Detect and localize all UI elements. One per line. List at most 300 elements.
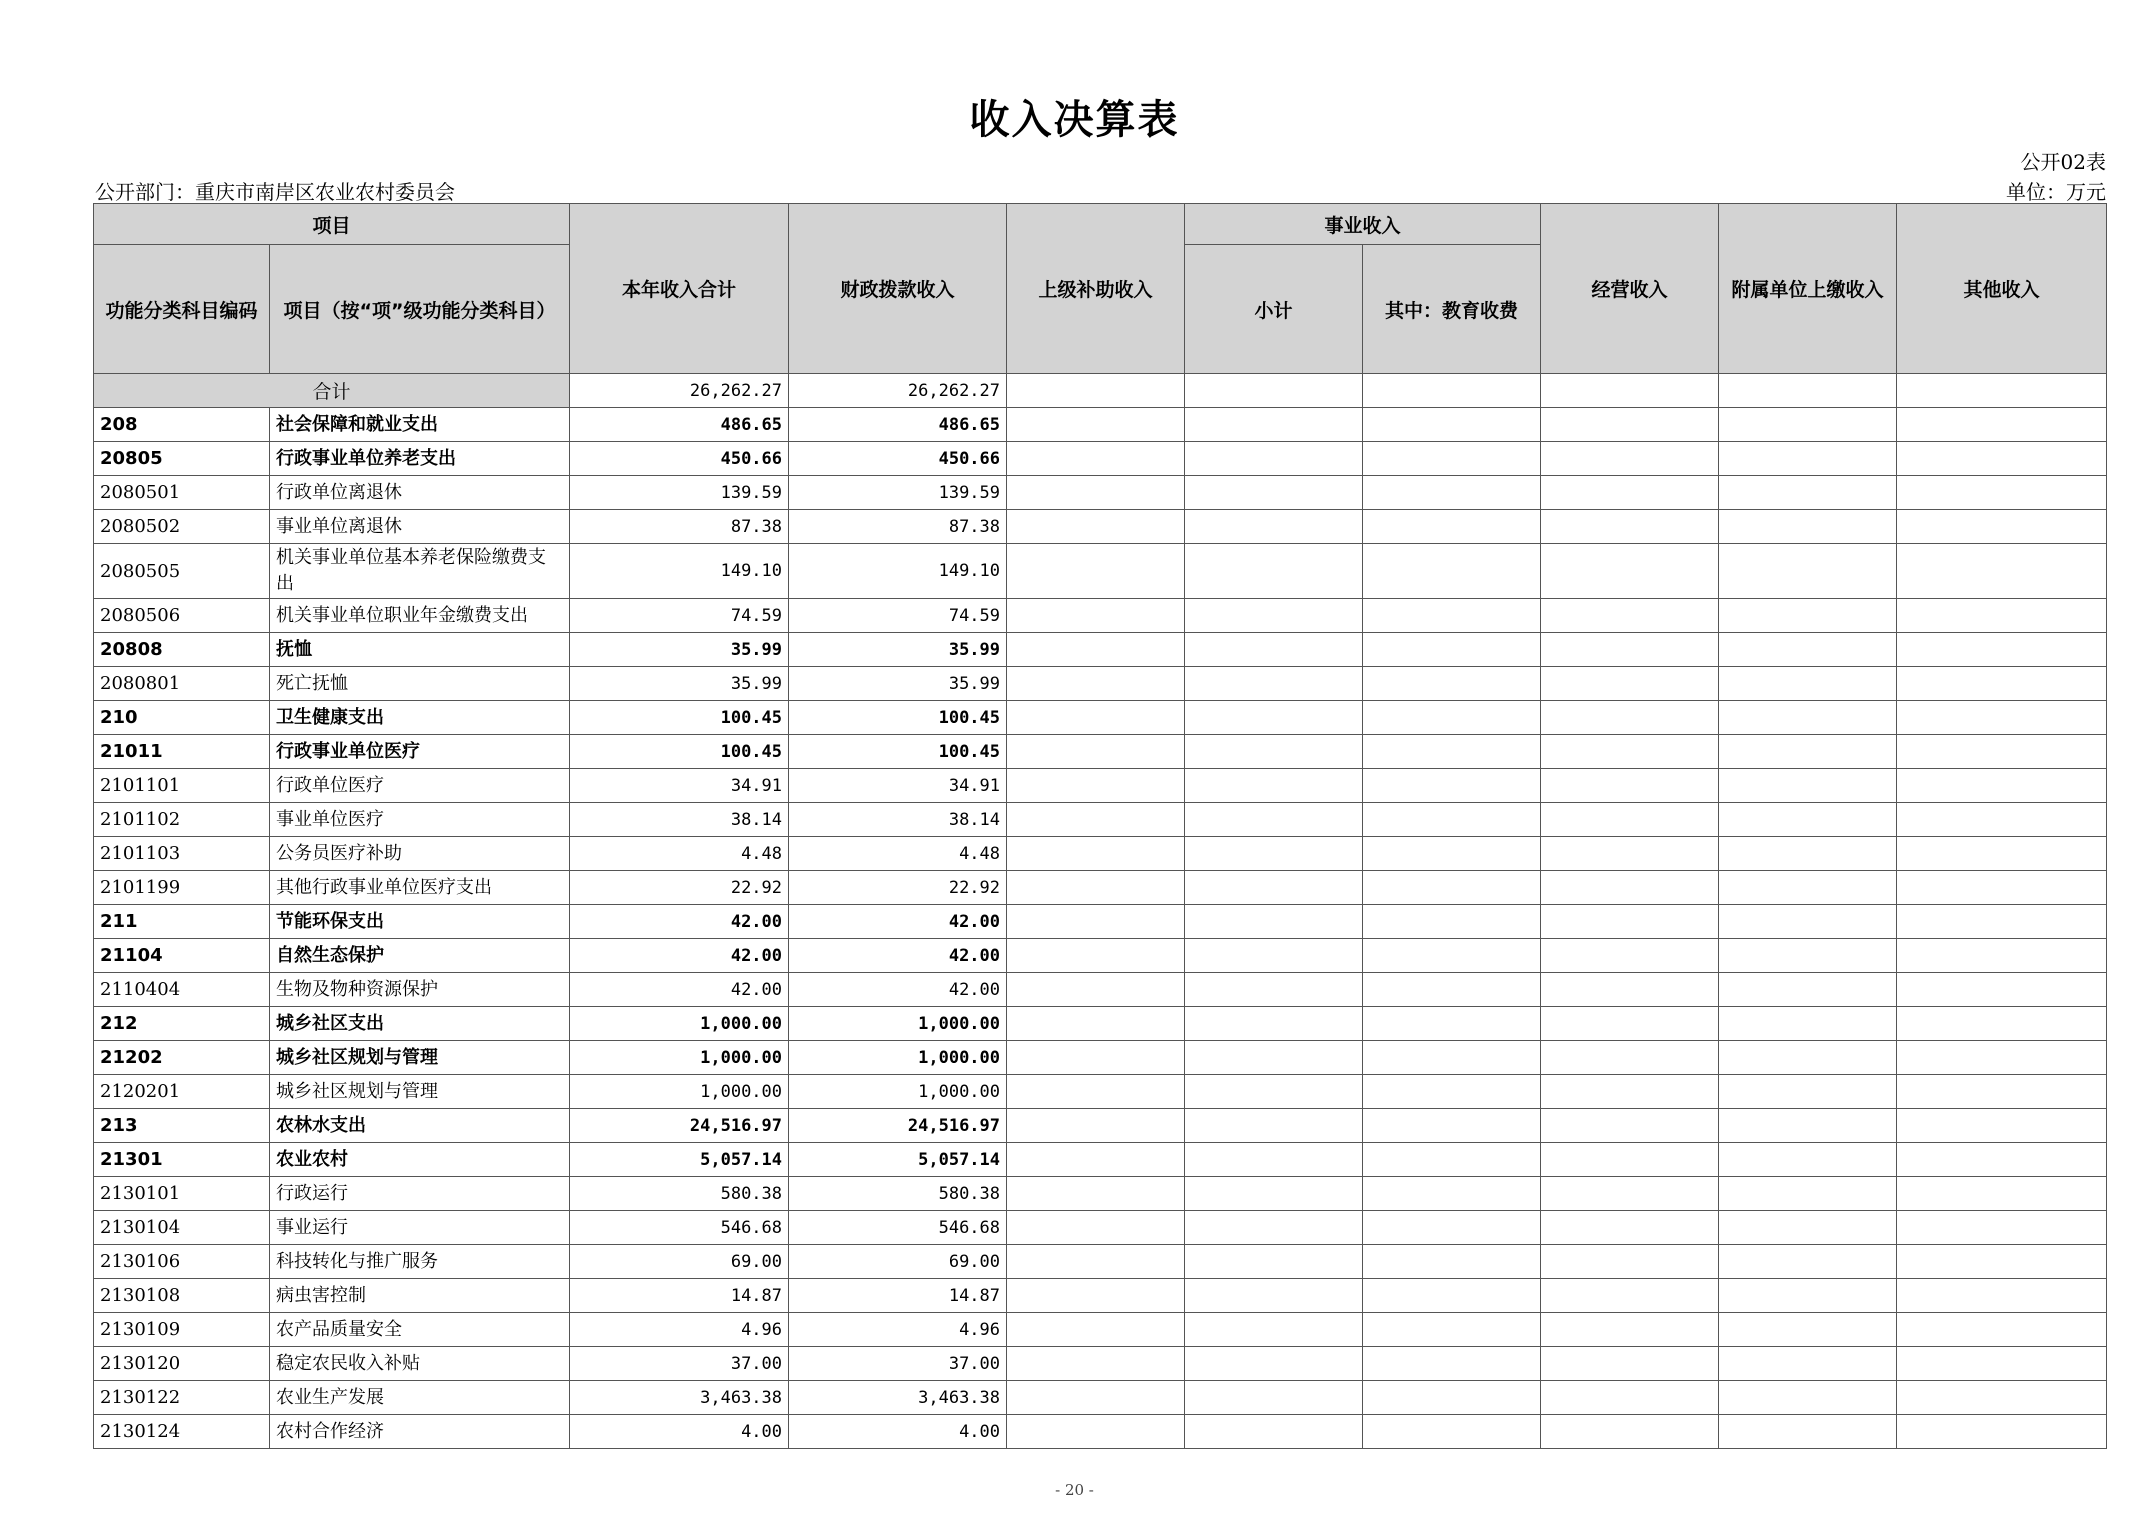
empty-cell	[1363, 1245, 1541, 1279]
row-fiscal: 100.45	[789, 735, 1007, 769]
empty-cell	[1719, 939, 1897, 973]
row-code: 2130120	[94, 1347, 270, 1381]
row-total-income: 486.65	[570, 408, 789, 442]
row-name: 死亡抚恤	[270, 667, 570, 701]
empty-cell	[1719, 1177, 1897, 1211]
empty-cell	[1363, 1347, 1541, 1381]
row-name: 行政事业单位医疗	[270, 735, 570, 769]
empty-cell	[1185, 1177, 1363, 1211]
row-fiscal: 450.66	[789, 442, 1007, 476]
empty-cell	[1897, 905, 2107, 939]
empty-cell	[1897, 442, 2107, 476]
empty-cell	[1007, 1381, 1185, 1415]
empty-cell	[1541, 1313, 1719, 1347]
empty-cell	[1007, 837, 1185, 871]
empty-cell	[1363, 1415, 1541, 1449]
empty-cell	[1363, 803, 1541, 837]
table-row	[94, 1143, 2107, 1177]
row-fiscal: 42.00	[789, 939, 1007, 973]
empty-cell	[1185, 544, 1363, 599]
empty-cell	[1897, 476, 2107, 510]
table-row	[94, 1007, 2107, 1041]
row-fiscal: 22.92	[789, 871, 1007, 905]
empty-cell	[1007, 803, 1185, 837]
empty-cell	[1719, 1313, 1897, 1347]
empty-cell	[1541, 701, 1719, 735]
row-name: 城乡社区规划与管理	[270, 1075, 570, 1109]
row-total-income: 1,000.00	[570, 1075, 789, 1109]
table-row	[94, 1313, 2107, 1347]
empty-cell	[1897, 633, 2107, 667]
header-operating: 经营收入	[1541, 204, 1719, 374]
empty-cell	[1007, 1415, 1185, 1449]
empty-cell	[1185, 667, 1363, 701]
empty-cell	[1363, 1041, 1541, 1075]
empty-cell	[1007, 633, 1185, 667]
empty-cell	[1897, 1211, 2107, 1245]
row-total-income: 450.66	[570, 442, 789, 476]
table-row	[94, 701, 2107, 735]
empty-cell	[1541, 1415, 1719, 1449]
empty-cell	[1541, 871, 1719, 905]
total-income-value: 26,262.27	[570, 374, 789, 408]
empty-cell	[1541, 442, 1719, 476]
empty-cell	[1363, 1279, 1541, 1313]
row-name: 城乡社区支出	[270, 1007, 570, 1041]
row-name: 事业单位离退休	[270, 510, 570, 544]
table-row	[94, 1279, 2107, 1313]
empty-cell	[1719, 1381, 1897, 1415]
empty-cell	[1897, 667, 2107, 701]
empty-cell	[1363, 939, 1541, 973]
row-code: 210	[94, 701, 270, 735]
empty-cell	[1719, 1007, 1897, 1041]
row-code: 2101199	[94, 871, 270, 905]
header-superior-subsidy: 上级补助收入	[1007, 204, 1185, 374]
empty-cell	[1897, 544, 2107, 599]
empty-cell	[1007, 1245, 1185, 1279]
table-row	[94, 1075, 2107, 1109]
empty-cell	[1363, 442, 1541, 476]
row-name: 行政单位医疗	[270, 769, 570, 803]
empty-cell	[1185, 837, 1363, 871]
table-row	[94, 667, 2107, 701]
empty-cell	[1185, 871, 1363, 905]
empty-cell	[1719, 871, 1897, 905]
row-name: 行政事业单位养老支出	[270, 442, 570, 476]
empty-cell	[1719, 701, 1897, 735]
empty-cell	[1897, 1041, 2107, 1075]
empty-cell	[1363, 510, 1541, 544]
table-row	[94, 1347, 2107, 1381]
table-row	[94, 871, 2107, 905]
row-total-income: 74.59	[570, 599, 789, 633]
empty-cell	[1363, 1143, 1541, 1177]
empty-cell	[1007, 667, 1185, 701]
header-education-fee: 其中：教育收费	[1363, 245, 1541, 374]
empty-cell	[1007, 374, 1185, 408]
empty-cell	[1007, 1041, 1185, 1075]
row-fiscal: 139.59	[789, 476, 1007, 510]
empty-cell	[1185, 973, 1363, 1007]
empty-cell	[1897, 1177, 2107, 1211]
row-fiscal: 87.38	[789, 510, 1007, 544]
empty-cell	[1541, 544, 1719, 599]
empty-cell	[1719, 1245, 1897, 1279]
row-fiscal: 4.48	[789, 837, 1007, 871]
empty-cell	[1185, 1211, 1363, 1245]
row-name: 公务员医疗补助	[270, 837, 570, 871]
row-fiscal: 5,057.14	[789, 1143, 1007, 1177]
empty-cell	[1719, 837, 1897, 871]
table-row	[94, 973, 2107, 1007]
empty-cell	[1897, 1143, 2107, 1177]
row-name: 自然生态保护	[270, 939, 570, 973]
empty-cell	[1541, 1347, 1719, 1381]
row-code: 21301	[94, 1143, 270, 1177]
empty-cell	[1719, 633, 1897, 667]
empty-cell	[1363, 735, 1541, 769]
row-code: 2080501	[94, 476, 270, 510]
empty-cell	[1185, 1415, 1363, 1449]
row-code: 2130101	[94, 1177, 270, 1211]
empty-cell	[1007, 905, 1185, 939]
row-total-income: 100.45	[570, 735, 789, 769]
empty-cell	[1363, 633, 1541, 667]
empty-cell	[1185, 1075, 1363, 1109]
row-total-income: 42.00	[570, 973, 789, 1007]
table-row	[94, 1415, 2107, 1449]
empty-cell	[1897, 510, 2107, 544]
empty-cell	[1897, 374, 2107, 408]
empty-cell	[1897, 1381, 2107, 1415]
row-total-income: 24,516.97	[570, 1109, 789, 1143]
row-fiscal: 35.99	[789, 667, 1007, 701]
empty-cell	[1363, 905, 1541, 939]
empty-cell	[1541, 735, 1719, 769]
row-name: 抚恤	[270, 633, 570, 667]
empty-cell	[1897, 837, 2107, 871]
empty-cell	[1541, 374, 1719, 408]
table-row	[94, 476, 2107, 510]
empty-cell	[1541, 1211, 1719, 1245]
empty-cell	[1897, 1347, 2107, 1381]
row-name: 事业运行	[270, 1211, 570, 1245]
row-code: 21011	[94, 735, 270, 769]
empty-cell	[1719, 803, 1897, 837]
row-total-income: 4.00	[570, 1415, 789, 1449]
row-code: 2120201	[94, 1075, 270, 1109]
empty-cell	[1541, 1245, 1719, 1279]
header-total-income: 本年收入合计	[570, 204, 789, 374]
empty-cell	[1007, 510, 1185, 544]
row-fiscal: 4.00	[789, 1415, 1007, 1449]
empty-cell	[1541, 1279, 1719, 1313]
empty-cell	[1719, 769, 1897, 803]
header-code: 功能分类科目编码	[94, 245, 270, 374]
empty-cell	[1363, 599, 1541, 633]
row-name: 农业生产发展	[270, 1381, 570, 1415]
empty-cell	[1363, 1313, 1541, 1347]
table-row	[94, 939, 2107, 973]
total-row	[94, 374, 2107, 408]
empty-cell	[1719, 1041, 1897, 1075]
row-total-income: 42.00	[570, 905, 789, 939]
empty-cell	[1363, 837, 1541, 871]
empty-cell	[1897, 599, 2107, 633]
header-project-group: 项目	[94, 204, 570, 245]
row-name: 机关事业单位职业年金缴费支出	[270, 599, 570, 633]
empty-cell	[1719, 599, 1897, 633]
empty-cell	[1185, 701, 1363, 735]
row-code: 2130124	[94, 1415, 270, 1449]
row-total-income: 1,000.00	[570, 1007, 789, 1041]
row-fiscal: 580.38	[789, 1177, 1007, 1211]
row-fiscal: 35.99	[789, 633, 1007, 667]
empty-cell	[1541, 1143, 1719, 1177]
empty-cell	[1541, 1109, 1719, 1143]
empty-cell	[1185, 408, 1363, 442]
row-code: 2130104	[94, 1211, 270, 1245]
empty-cell	[1719, 1347, 1897, 1381]
empty-cell	[1363, 973, 1541, 1007]
row-name: 农林水支出	[270, 1109, 570, 1143]
empty-cell	[1007, 939, 1185, 973]
row-total-income: 139.59	[570, 476, 789, 510]
empty-cell	[1541, 408, 1719, 442]
empty-cell	[1007, 544, 1185, 599]
empty-cell	[1541, 1041, 1719, 1075]
row-code: 212	[94, 1007, 270, 1041]
table-row	[94, 1211, 2107, 1245]
empty-cell	[1897, 1415, 2107, 1449]
row-name: 生物及物种资源保护	[270, 973, 570, 1007]
table-row	[94, 1109, 2107, 1143]
row-fiscal: 1,000.00	[789, 1041, 1007, 1075]
row-fiscal: 149.10	[789, 544, 1007, 599]
empty-cell	[1185, 476, 1363, 510]
row-code: 2080505	[94, 544, 270, 599]
row-total-income: 69.00	[570, 1245, 789, 1279]
table-row	[94, 1177, 2107, 1211]
empty-cell	[1897, 939, 2107, 973]
row-code: 2101103	[94, 837, 270, 871]
empty-cell	[1541, 667, 1719, 701]
row-code: 211	[94, 905, 270, 939]
empty-cell	[1007, 1143, 1185, 1177]
row-fiscal: 3,463.38	[789, 1381, 1007, 1415]
row-fiscal: 74.59	[789, 599, 1007, 633]
row-total-income: 1,000.00	[570, 1041, 789, 1075]
empty-cell	[1363, 1381, 1541, 1415]
row-total-income: 35.99	[570, 667, 789, 701]
row-code: 2130106	[94, 1245, 270, 1279]
empty-cell	[1185, 374, 1363, 408]
row-name: 病虫害控制	[270, 1279, 570, 1313]
empty-cell	[1185, 1109, 1363, 1143]
row-fiscal: 1,000.00	[789, 1007, 1007, 1041]
empty-cell	[1007, 1177, 1185, 1211]
table-row	[94, 633, 2107, 667]
empty-cell	[1719, 1143, 1897, 1177]
empty-cell	[1897, 871, 2107, 905]
row-total-income: 87.38	[570, 510, 789, 544]
empty-cell	[1897, 973, 2107, 1007]
empty-cell	[1719, 1279, 1897, 1313]
empty-cell	[1541, 633, 1719, 667]
table-row	[94, 544, 2107, 599]
empty-cell	[1541, 510, 1719, 544]
empty-cell	[1185, 599, 1363, 633]
empty-cell	[1363, 871, 1541, 905]
table-row	[94, 599, 2107, 633]
row-total-income: 34.91	[570, 769, 789, 803]
row-code: 2130122	[94, 1381, 270, 1415]
row-fiscal: 42.00	[789, 973, 1007, 1007]
empty-cell	[1897, 408, 2107, 442]
empty-cell	[1541, 1177, 1719, 1211]
row-code: 20808	[94, 633, 270, 667]
empty-cell	[1719, 973, 1897, 1007]
row-total-income: 22.92	[570, 871, 789, 905]
empty-cell	[1897, 701, 2107, 735]
row-total-income: 35.99	[570, 633, 789, 667]
header-subtotal: 小计	[1185, 245, 1363, 374]
row-name: 节能环保支出	[270, 905, 570, 939]
income-settlement-table	[93, 203, 2107, 1449]
page-number: - 20 -	[1055, 1481, 1094, 1499]
form-number: 公开02表	[2020, 150, 2106, 174]
empty-cell	[1007, 442, 1185, 476]
table-row	[94, 905, 2107, 939]
row-fiscal: 38.14	[789, 803, 1007, 837]
row-fiscal: 24,516.97	[789, 1109, 1007, 1143]
empty-cell	[1541, 803, 1719, 837]
row-name: 农村合作经济	[270, 1415, 570, 1449]
empty-cell	[1363, 769, 1541, 803]
empty-cell	[1185, 1313, 1363, 1347]
empty-cell	[1363, 1177, 1541, 1211]
empty-cell	[1897, 735, 2107, 769]
empty-cell	[1541, 1007, 1719, 1041]
empty-cell	[1363, 476, 1541, 510]
row-fiscal: 486.65	[789, 408, 1007, 442]
empty-cell	[1897, 769, 2107, 803]
empty-cell	[1719, 905, 1897, 939]
empty-cell	[1007, 476, 1185, 510]
table-row	[94, 1381, 2107, 1415]
row-fiscal: 546.68	[789, 1211, 1007, 1245]
row-code: 2101101	[94, 769, 270, 803]
table-row	[94, 735, 2107, 769]
header-name: 项目（按“项”级功能分类科目）	[270, 245, 570, 374]
empty-cell	[1541, 1075, 1719, 1109]
row-name: 科技转化与推广服务	[270, 1245, 570, 1279]
row-name: 行政单位离退休	[270, 476, 570, 510]
empty-cell	[1897, 1075, 2107, 1109]
empty-cell	[1185, 1041, 1363, 1075]
row-total-income: 5,057.14	[570, 1143, 789, 1177]
department-label: 公开部门：重庆市南岸区农业农村委员会	[95, 180, 455, 204]
empty-cell	[1007, 871, 1185, 905]
empty-cell	[1185, 735, 1363, 769]
empty-cell	[1541, 476, 1719, 510]
header-affiliated: 附属单位上缴收入	[1719, 204, 1897, 374]
row-fiscal: 14.87	[789, 1279, 1007, 1313]
row-name: 农业农村	[270, 1143, 570, 1177]
total-fiscal-value: 26,262.27	[789, 374, 1007, 408]
empty-cell	[1719, 1211, 1897, 1245]
empty-cell	[1007, 1075, 1185, 1109]
row-fiscal: 42.00	[789, 905, 1007, 939]
row-fiscal: 1,000.00	[789, 1075, 1007, 1109]
empty-cell	[1007, 701, 1185, 735]
empty-cell	[1897, 1109, 2107, 1143]
row-code: 213	[94, 1109, 270, 1143]
empty-cell	[1719, 1075, 1897, 1109]
empty-cell	[1185, 1347, 1363, 1381]
row-total-income: 4.48	[570, 837, 789, 871]
row-name: 农产品质量安全	[270, 1313, 570, 1347]
empty-cell	[1719, 1415, 1897, 1449]
row-fiscal: 34.91	[789, 769, 1007, 803]
row-code: 2101102	[94, 803, 270, 837]
empty-cell	[1185, 905, 1363, 939]
row-code: 208	[94, 408, 270, 442]
row-code: 2110404	[94, 973, 270, 1007]
empty-cell	[1185, 769, 1363, 803]
empty-cell	[1719, 735, 1897, 769]
empty-cell	[1007, 1109, 1185, 1143]
page-title: 收入决算表	[969, 97, 1180, 143]
empty-cell	[1719, 374, 1897, 408]
empty-cell	[1185, 1381, 1363, 1415]
row-name: 社会保障和就业支出	[270, 408, 570, 442]
empty-cell	[1363, 1007, 1541, 1041]
empty-cell	[1185, 442, 1363, 476]
empty-cell	[1363, 374, 1541, 408]
row-name: 机关事业单位基本养老保险缴费支出	[270, 544, 570, 599]
empty-cell	[1541, 973, 1719, 1007]
empty-cell	[1719, 408, 1897, 442]
empty-cell	[1897, 803, 2107, 837]
empty-cell	[1541, 599, 1719, 633]
table-row	[94, 769, 2107, 803]
empty-cell	[1719, 1109, 1897, 1143]
empty-cell	[1719, 442, 1897, 476]
row-code: 21202	[94, 1041, 270, 1075]
row-total-income: 546.68	[570, 1211, 789, 1245]
total-label: 合计	[94, 374, 570, 408]
empty-cell	[1007, 973, 1185, 1007]
row-total-income: 37.00	[570, 1347, 789, 1381]
row-total-income: 38.14	[570, 803, 789, 837]
empty-cell	[1363, 1109, 1541, 1143]
row-fiscal: 37.00	[789, 1347, 1007, 1381]
row-total-income: 149.10	[570, 544, 789, 599]
table-row	[94, 510, 2107, 544]
row-code: 21104	[94, 939, 270, 973]
empty-cell	[1719, 510, 1897, 544]
empty-cell	[1185, 939, 1363, 973]
row-fiscal: 100.45	[789, 701, 1007, 735]
row-fiscal: 69.00	[789, 1245, 1007, 1279]
row-code: 20805	[94, 442, 270, 476]
row-total-income: 3,463.38	[570, 1381, 789, 1415]
empty-cell	[1363, 667, 1541, 701]
empty-cell	[1541, 1381, 1719, 1415]
empty-cell	[1541, 837, 1719, 871]
